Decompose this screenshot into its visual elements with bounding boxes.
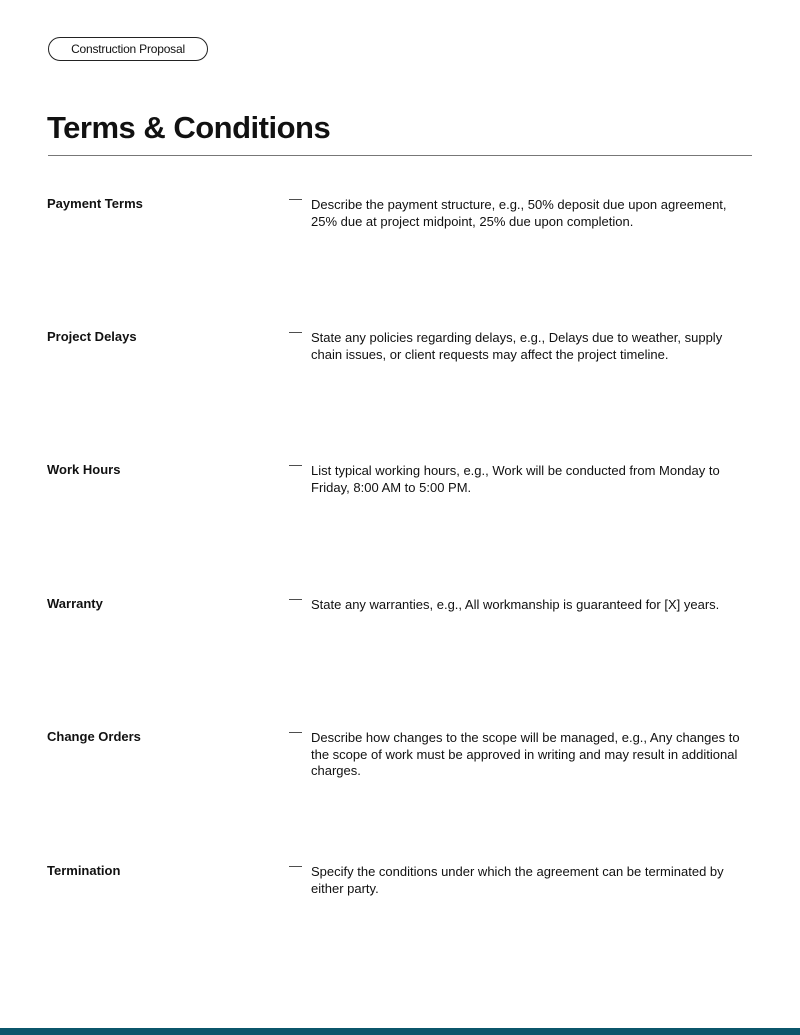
page-title: Terms & Conditions (47, 110, 331, 145)
dash-icon: — (289, 457, 302, 472)
dash-icon: — (289, 324, 302, 339)
footer-bar (0, 1028, 800, 1035)
document-badge: Construction Proposal (48, 37, 208, 61)
dash-icon: — (289, 591, 302, 606)
section-change-orders (47, 724, 752, 789)
section-label: Termination (47, 863, 121, 878)
section-label: Change Orders (47, 729, 141, 744)
section-project-delays (47, 324, 752, 389)
dash-icon: — (289, 191, 302, 206)
section-text: State any warranties, e.g., All workmanship is guaranteed for [X] years. (311, 597, 720, 612)
section-label: Work Hours (47, 462, 121, 477)
title-divider (48, 155, 752, 156)
section-text: List typical working hours, e.g., Work will be conducted from Monday to Friday, 8:00 AM to 5:00 PM. (311, 463, 720, 495)
section-label: Payment Terms (47, 196, 143, 211)
dash-icon: — (289, 724, 302, 739)
section-label: Warranty (47, 596, 103, 611)
section-termination (47, 858, 752, 923)
section-payment-terms (47, 191, 752, 256)
section-work-hours (47, 457, 752, 522)
section-text: State any policies regarding delays, e.g., Delays due to weather, supply chain issues, or client requests may affect the project timeline. (311, 330, 723, 362)
section-text: Describe the payment structure, e.g., 50% deposit due upon agreement, 25% due at project midpoint, 25% due upon completion. (311, 197, 727, 229)
section-label: Project Delays (47, 329, 137, 344)
section-warranty (47, 591, 752, 656)
section-text: Describe how changes to the scope will be managed, e.g., Any changes to the scope of work must be approved in writing and may result in additional charges. (311, 730, 740, 778)
section-text: Specify the conditions under which the agreement can be terminated by either party. (311, 864, 724, 896)
dash-icon: — (289, 858, 302, 873)
